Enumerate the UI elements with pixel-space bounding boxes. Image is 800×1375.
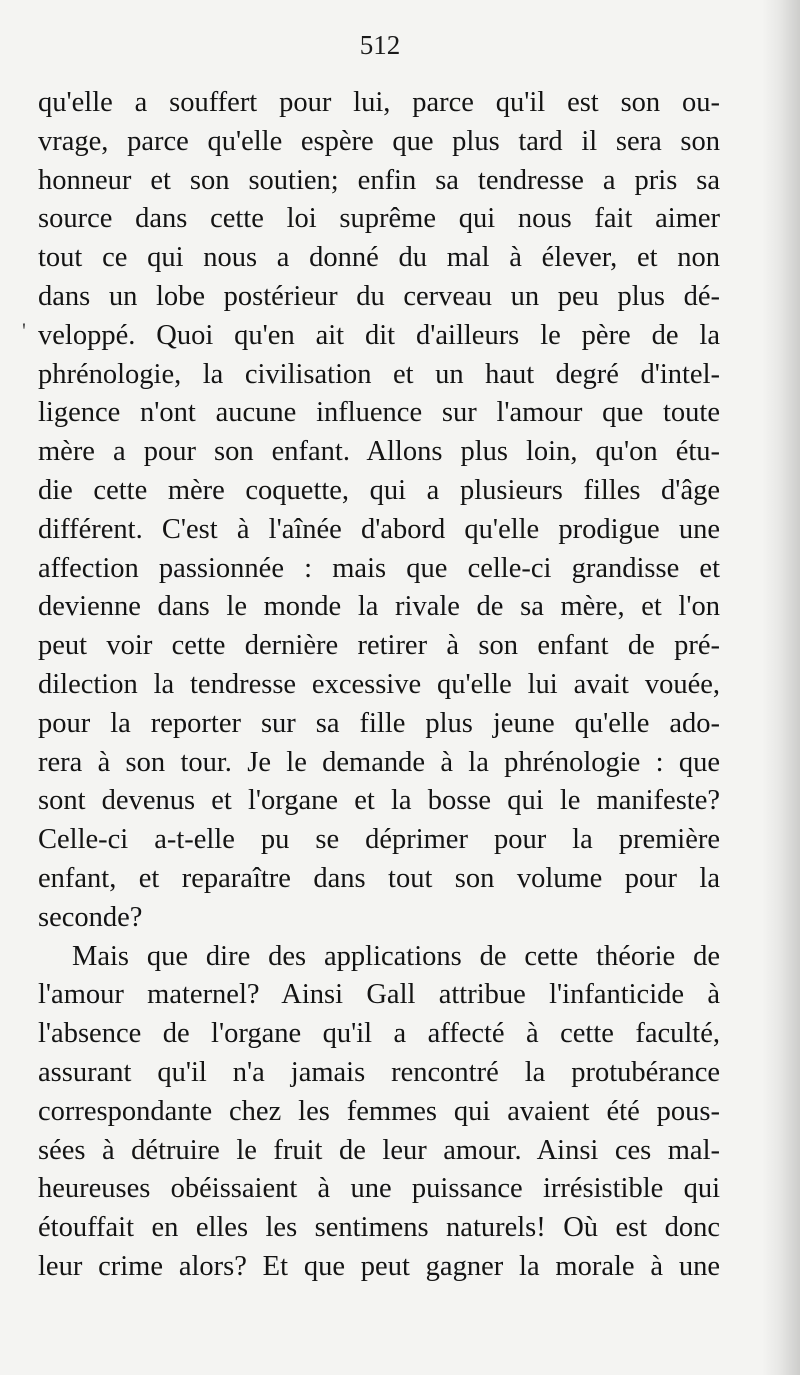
text-line: l'absence de l'organe qu'il a affecté à cette faculté, [38,1018,720,1050]
text-line: leur crime alors? Et que peut gagner la morale à une [38,1250,720,1282]
body-text [38,84,720,1287]
text-line: heureuses obéissaient à une puissance irrésistible qui [38,1173,720,1205]
text-line: mère a pour son enfant. Allons plus loin, qu'on étu- [38,436,720,468]
text-line: étouffait en elles les sentimens naturels! Où est donc [38,1212,720,1244]
text-line: seconde? [38,901,143,933]
text-line: affection passionnée : mais que celle-ci grandisse et [38,552,720,584]
text-line: devienne dans le monde la rivale de sa mère, et l'on [38,591,720,623]
text-line: assurant qu'il n'a jamais rencontré la protubérance [38,1056,720,1088]
text-line: tout ce qui nous a donné du mal à élever, et non [38,242,720,274]
text-line: source dans cette loi suprême qui nous fait aimer [38,203,720,235]
page-number: 512 [359,30,401,60]
text-line: ligence n'ont aucune influence sur l'amour que toute [38,397,720,429]
text-line: pour la reporter sur sa fille plus jeune qu'elle ado- [38,707,720,739]
text-line: dans un lobe postérieur du cerveau un peu plus dé- [38,280,720,312]
text-line: différent. C'est à l'aînée d'abord qu'elle prodigue une [38,513,720,545]
text-line: dilection la tendresse excessive qu'elle lui avait vouée, [38,668,720,700]
text-line: sont devenus et l'organe et la bosse qui le manifeste? [38,785,720,817]
page-edge-shadow [762,0,800,1375]
text-line: peut voir cette dernière retirer à son enfant de pré- [38,630,720,662]
text-line: Celle-ci a-t-elle pu se déprimer pour la première [38,824,720,856]
text-line: correspondante chez les femmes qui avaient été pous- [38,1095,720,1127]
text-line: veloppé. Quoi qu'en ait dit d'ailleurs le père de la [38,319,720,351]
text-line: rera à son tour. Je le demande à la phrénologie : que [38,746,720,778]
text-line: Mais que dire des applications de cette théorie de [72,940,720,972]
text-line: honneur et son soutien; enfin sa tendresse a pris sa [38,164,720,196]
text-line: vrage, parce qu'elle espère que plus tard il sera son [38,125,720,157]
text-line: qu'elle a souffert pour lui, parce qu'il est son ou- [38,87,720,118]
text-line: enfant, et reparaître dans tout son volume pour la [38,862,720,894]
text-line: l'amour maternel? Ainsi Gall attribue l'infanticide à [38,979,720,1011]
text-line: sées à détruire le fruit de leur amour. Ainsi ces mal- [38,1134,720,1166]
margin-mark: ' [22,318,26,343]
text-line: die cette mère coquette, qui a plusieurs filles d'âge [38,474,720,506]
text-line: phrénologie, la civilisation et un haut degré d'intel- [38,358,720,390]
